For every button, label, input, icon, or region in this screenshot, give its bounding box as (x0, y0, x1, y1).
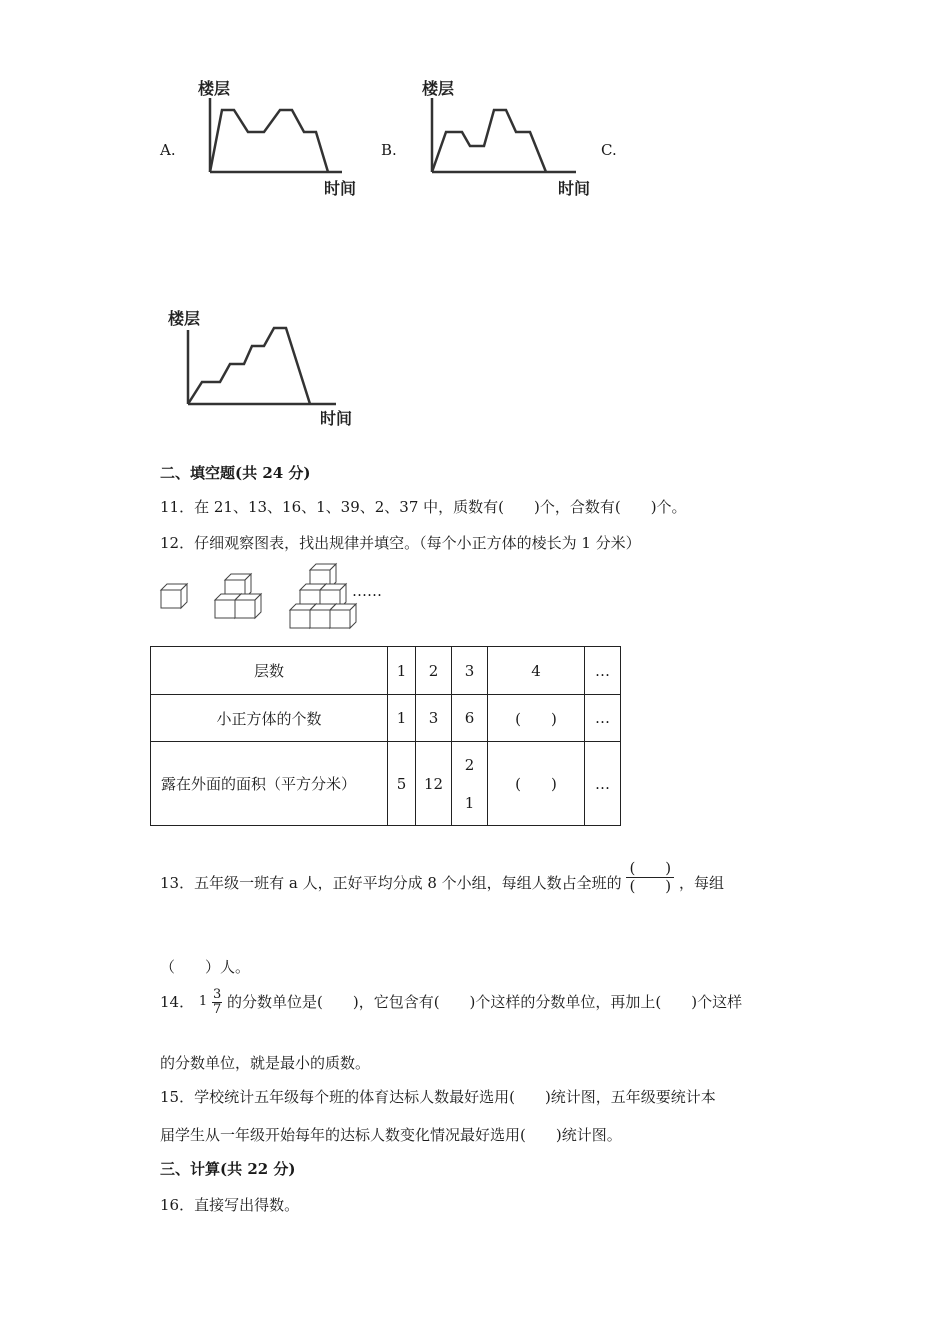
y-axis-label: 楼层 (198, 79, 231, 98)
table-cell (452, 742, 488, 826)
q14-continuation: 的分数单位，就是最小的质数。 (160, 1054, 371, 1072)
table-cell: … (585, 742, 621, 826)
table-cell: 6 (452, 695, 488, 742)
mixed-number (199, 988, 222, 1016)
question-15: 15．学校统计五年级每个班的体育达标人数最好选用( )统计图，五年级要统计本 (160, 1088, 716, 1106)
q13-fraction (626, 860, 674, 894)
table-cell: … (585, 695, 621, 742)
table-cell: 小正方体的个数 (151, 695, 388, 742)
y-axis-label: 楼层 (422, 79, 455, 98)
table-cell: ( ) (488, 742, 585, 826)
table-cell: 3 (416, 695, 452, 742)
cube-2-right (235, 594, 261, 618)
graph-c (166, 306, 366, 440)
wrapped-digit: 2 (464, 755, 475, 774)
table-cell: 层数 (151, 647, 388, 695)
table-cell: 露在外面的面积（平方分米） (151, 742, 388, 826)
option-b-label: B. (381, 141, 397, 159)
wrapped-digit: 1 (464, 793, 475, 812)
question-13 (160, 859, 724, 900)
floor-time-line (188, 328, 310, 404)
q14-text-a: 的分数单位是( )，它包含有( )个这样的分数单位，再加上( )个这样 (227, 993, 743, 1012)
x-axis-label: 时间 (324, 179, 357, 198)
q14-prefix: 14． (160, 993, 195, 1012)
floor-time-line (432, 110, 546, 172)
section-heading: 二、填空题(共 24 分) (160, 464, 311, 482)
graph-b (420, 76, 600, 210)
option-a-label: A. (160, 141, 176, 159)
pattern-table (150, 646, 621, 826)
cube-ellipsis: …… (352, 582, 382, 600)
table-row (151, 742, 621, 826)
table-row (151, 695, 621, 742)
floor-time-line (210, 110, 328, 172)
q15-continuation: 届学生从一年级开始每年的达标人数变化情况最好选用( )统计图。 (160, 1126, 622, 1144)
table-cell: 1 (388, 695, 416, 742)
table-cell: 1 (388, 647, 416, 695)
table-cell: 12 (416, 742, 452, 826)
question-16: 16．直接写出得数。 (160, 1196, 300, 1214)
question-12: 12．仔细观察图表，找出规律并填空。（每个小正方体的棱长为 1 分米） (160, 534, 641, 552)
fraction-numerator: ( ) (626, 860, 674, 878)
question-14 (160, 988, 742, 1016)
table-cell: 2 (416, 647, 452, 695)
table-cell: 4 (488, 647, 585, 695)
table-cell: ( ) (488, 695, 585, 742)
q13-text-b: ，每组 (678, 874, 724, 892)
table-cell: 5 (388, 742, 416, 826)
cube-3-bottom-3 (330, 604, 356, 628)
table-cell: … (585, 647, 621, 695)
option-c-label: C. (601, 141, 617, 159)
y-axis-label: 楼层 (168, 309, 201, 328)
mixed-fraction (212, 988, 222, 1016)
table-cell: 3 (452, 647, 488, 695)
q13-text-a: 13．五年级一班有 a 人，正好平均分成 8 个小组，每组人数占全班的 (160, 874, 622, 892)
graph-a (196, 76, 366, 210)
fraction-denominator: ( ) (629, 876, 672, 895)
x-axis-label: 时间 (320, 409, 353, 428)
fraction-denominator: 7 (212, 1001, 222, 1017)
question-11: 11．在 21、13、16、1、39、2、37 中，质数有( )个，合数有( )个。 (160, 498, 687, 516)
section-heading: 三、计算(共 22 分) (160, 1160, 296, 1178)
cube-1-1 (161, 584, 187, 608)
mixed-whole: 1 (198, 994, 208, 1010)
q13-continuation: （ ）人。 (160, 958, 251, 976)
fraction-numerator: 3 (212, 987, 222, 1002)
x-axis-label: 时间 (558, 179, 591, 198)
table-row (151, 647, 621, 695)
